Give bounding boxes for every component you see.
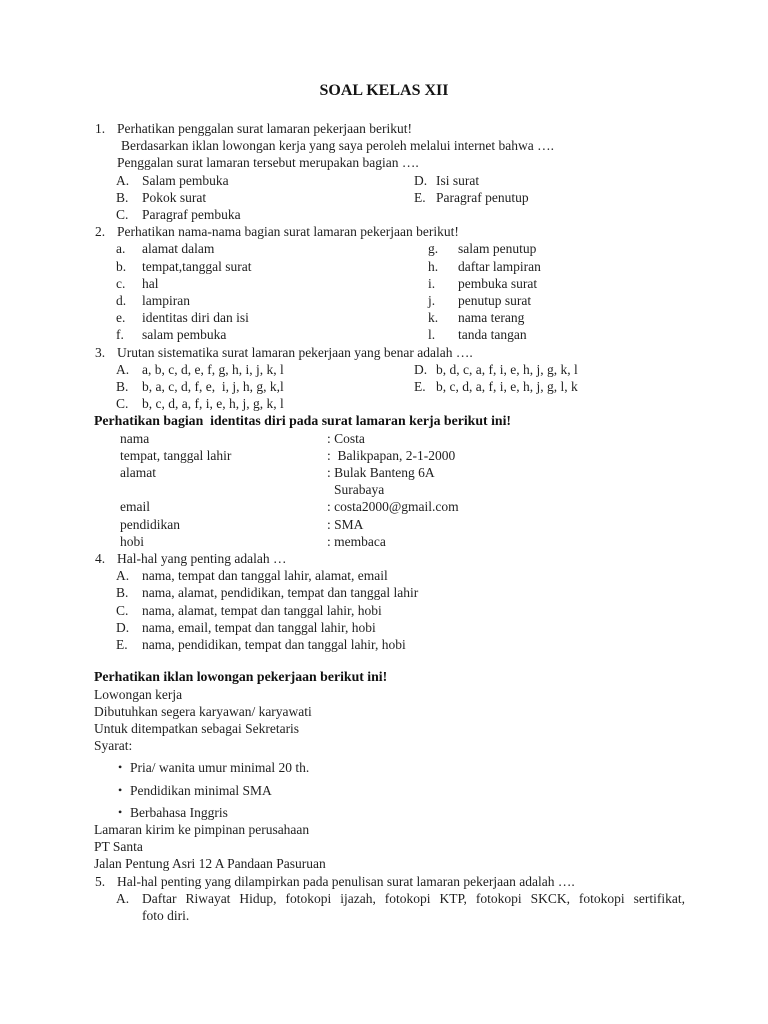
advert-line: Lowongan kerja [94, 686, 183, 702]
option-row [116, 172, 768, 189]
question-text: Hal-hal yang penting adalah … [117, 551, 287, 567]
identity-row [120, 498, 768, 515]
question-1 [0, 120, 768, 137]
item-letter: d. [116, 293, 127, 309]
question-text: Perhatikan penggalan surat lamaran pekerjaan berikut! [117, 121, 412, 136]
option-row [116, 395, 768, 412]
advert-line: Dibutuhkan segera karyawan/ karyawati [94, 703, 312, 719]
option-row [116, 361, 768, 378]
item-letter: k. [428, 310, 439, 326]
option-row [116, 189, 768, 206]
question-number: 2. [95, 224, 106, 240]
list-row [116, 309, 768, 326]
option-letter: D. [414, 361, 428, 377]
item-letter: f. [116, 327, 124, 343]
option-letter: D. [116, 619, 130, 635]
identity-label: email [120, 499, 150, 515]
question-1-quote: Berdasarkan iklan lowongan kerja yang saya peroleh melalui internet bahwa …. [121, 138, 554, 154]
list-row [116, 240, 768, 257]
option-row [116, 206, 768, 223]
identity-value: : Costa [327, 430, 365, 446]
item-text: tanda tangan [458, 327, 527, 343]
question-1-prompt: Penggalan surat lamaran tersebut merupakan bagian …. [117, 155, 419, 171]
identity-row [120, 516, 768, 533]
option-text: nama, pendidikan, tempat dan tanggal lahir, hobi [142, 637, 406, 653]
advert-line: PT Santa [94, 839, 143, 855]
item-text: alamat dalam [142, 241, 215, 257]
option-text: Salam pembuka [142, 172, 229, 188]
item-text: penutup surat [458, 293, 532, 309]
option-text: Paragraf penutup [436, 189, 529, 205]
identity-row [120, 533, 768, 550]
identity-value: : membaca [327, 533, 386, 549]
question-number: 1. [95, 121, 106, 136]
option-letter: A. [116, 361, 130, 377]
option-text-line2: foto diri. [142, 907, 190, 923]
option-letter: A. [116, 568, 130, 584]
option-text: b, c, d, a, f, i, e, h, j, g, k, l [142, 396, 284, 412]
option-text: nama, tempat dan tanggal lahir, alamat, email [142, 568, 388, 584]
question-number: 5. [95, 873, 106, 889]
identity-label: pendidikan [120, 516, 180, 532]
item-letter: h. [428, 258, 439, 274]
option-text: nama, alamat, pendidikan, tempat dan tanggal lahir [142, 585, 419, 601]
option-row [116, 378, 768, 395]
question-text: Hal-hal penting yang dilampirkan pada penulisan surat lamaran pekerjaan adalah …. [117, 873, 575, 889]
advert-line: Syarat: [94, 738, 133, 754]
page-title: SOAL KELAS XII [319, 82, 449, 99]
option-letter: B. [116, 379, 129, 395]
identity-label: alamat [120, 465, 156, 481]
item-letter: c. [116, 275, 126, 291]
item-letter: e. [116, 310, 126, 326]
question-number: 4. [95, 551, 106, 567]
item-letter: a. [116, 241, 126, 257]
item-text: lampiran [142, 293, 190, 309]
identity-label: nama [120, 430, 150, 446]
item-letter: g. [428, 241, 439, 257]
requirement-text: Pria/ wanita umur minimal 20 th. [130, 760, 310, 776]
advert-line: Jalan Pentung Asri 12 A Pandaan Pasuruan [94, 856, 326, 872]
identity-label: tempat, tanggal lahir [120, 447, 232, 463]
advert-line: Lamaran kirim ke pimpinan perusahaan [94, 821, 310, 837]
item-text: salam penutup [458, 241, 537, 257]
requirement-text: Pendidikan minimal SMA [130, 782, 272, 798]
bullet-icon: • [118, 782, 123, 797]
identity-value: : SMA [327, 516, 364, 532]
question-2 [0, 223, 768, 343]
requirement-item [118, 782, 768, 799]
option-row [116, 636, 768, 653]
item-letter: b. [116, 258, 127, 274]
advert-line: Untuk ditempatkan sebagai Sekretaris [94, 720, 300, 736]
option-row [116, 602, 768, 619]
identity-value: Surabaya [334, 482, 385, 498]
option-text: b, c, d, a, f, i, e, h, j, g, l, k [436, 379, 578, 395]
option-letter: A. [116, 890, 130, 906]
identity-label [120, 481, 327, 498]
option-letter: B. [116, 585, 129, 601]
list-row [116, 292, 768, 309]
question-number: 3. [95, 344, 106, 360]
item-letter: i. [428, 275, 436, 291]
identity-row [120, 447, 768, 464]
option-letter: E. [116, 637, 128, 653]
item-text: pembuka surat [458, 275, 538, 291]
option-letter: C. [116, 207, 129, 223]
option-letter: B. [116, 189, 129, 205]
identity-value: : Balikpapan, 2-1-2000 [327, 447, 456, 463]
option-row [116, 567, 768, 584]
advert-heading: Perhatikan iklan lowongan pekerjaan berikut ini! [94, 669, 388, 685]
option-letter: D. [414, 172, 428, 188]
list-row [116, 258, 768, 275]
option-row [116, 619, 768, 636]
question-text: Perhatikan nama-nama bagian surat lamaran pekerjaan berikut! [117, 224, 459, 240]
option-letter: C. [116, 396, 129, 412]
requirement-text: Berbahasa Inggris [130, 804, 228, 820]
identity-row [120, 481, 768, 498]
option-letter: E. [414, 189, 426, 205]
item-text: tempat,tanggal surat [142, 258, 252, 274]
item-text: hal [142, 275, 159, 291]
option-text: b, d, c, a, f, i, e, h, j, g, k, l [436, 361, 578, 377]
requirement-item [118, 759, 768, 776]
item-letter: l. [428, 327, 436, 343]
option-text: Paragraf pembuka [142, 207, 241, 223]
question-text: Urutan sistematika surat lamaran pekerjaan yang benar adalah …. [117, 344, 473, 360]
question-3 [0, 344, 768, 361]
list-row [116, 326, 768, 343]
option-letter: C. [116, 602, 129, 618]
identity-row [120, 430, 768, 447]
identity-heading: Perhatikan bagian identitas diri pada surat lamaran kerja berikut ini! [94, 413, 512, 429]
identity-label: hobi [120, 533, 145, 549]
option-text: Pokok surat [142, 189, 207, 205]
item-text: nama terang [458, 310, 525, 326]
option-letter: A. [116, 172, 130, 188]
option-text: b, a, c, d, f, e, i, j, h, g, k,l [142, 379, 284, 395]
option-row [116, 890, 768, 924]
identity-value: : costa2000@gmail.com [327, 499, 459, 515]
question-4 [0, 550, 768, 567]
option-row [116, 584, 768, 601]
option-text: nama, alamat, tempat dan tanggal lahir, hobi [142, 602, 382, 618]
list-row [116, 275, 768, 292]
bullet-icon: • [118, 760, 123, 775]
bullet-icon: • [118, 804, 123, 819]
identity-row [120, 464, 768, 481]
option-text: Isi surat [436, 172, 480, 188]
identity-value: : Bulak Banteng 6A [327, 465, 435, 481]
question-5 [0, 873, 768, 890]
option-text: nama, email, tempat dan tanggal lahir, hobi [142, 619, 376, 635]
item-text: identitas diri dan isi [142, 310, 249, 326]
item-text: daftar lampiran [458, 258, 541, 274]
option-text: a, b, c, d, e, f, g, h, i, j, k, l [142, 361, 284, 377]
item-letter: j. [428, 293, 436, 309]
option-letter: E. [414, 379, 426, 395]
option-text-line1: Daftar Riwayat Hidup, fotokopi ijazah, fotokopi KTP, fotokopi SKCK, fotokopi sertifikat, [142, 890, 685, 906]
item-text: salam pembuka [142, 327, 227, 343]
requirement-item [118, 804, 768, 821]
